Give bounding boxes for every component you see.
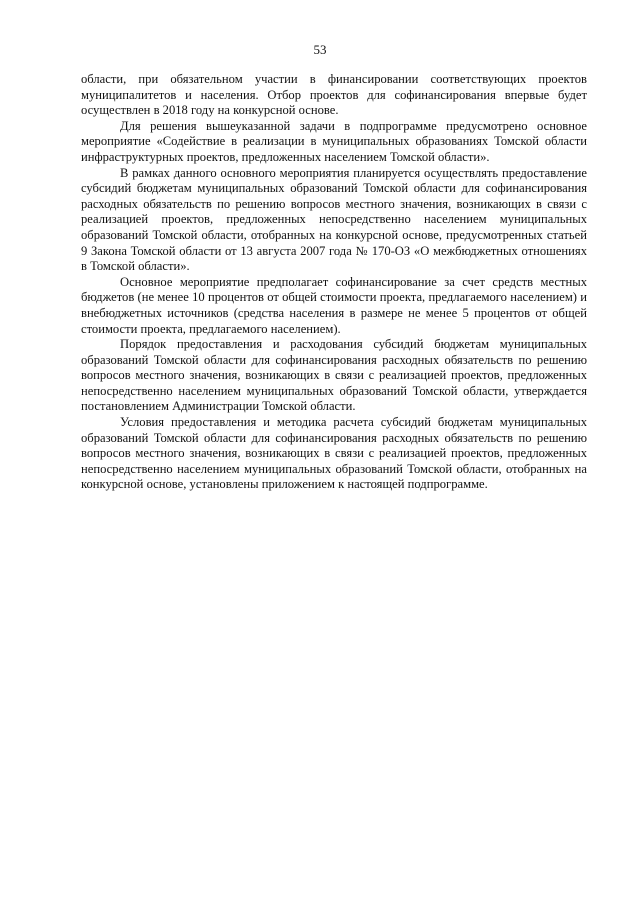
paragraph-continuation: области, при обязательном участии в финансировании соответствующих проектов муниципалитетов и населения. Отбор проектов для софинансирования впервые будет осуществлен в 2018 году на конкурсной основе.: [81, 72, 587, 118]
paragraph-conditions: Условия предоставления и методика расчета субсидий бюджетам муниципальных образований Томской области для софинансирования расходных обязательств по решению вопросов местного значения, возникающих в связи с реализацией проектов, предложенных непосредственно населением муниципальных образований Томской области, отобранных на конкурсной основе, установлены приложением к настоящей подпрограмме.: [81, 415, 587, 492]
page-number: 53: [313, 42, 327, 57]
body-text: [81, 72, 587, 493]
paragraph-main-activity: Для решения вышеуказанной задачи в подпрограмме предусмотрено основное мероприятие «Содействие в реализации в муниципальных образованиях Томской области инфраструктурных проектов, предложенных населением Томской области».: [81, 118, 587, 164]
paragraph-cofinancing: Основное мероприятие предполагает софинансирование за счет средств местных бюджетов (не менее 10 процентов от общей стоимости проекта, предлагаемого населением) и внебюджетных источников (средства населения в размере не менее 5 процентов от общей стоимости проекта, предлагаемого населением).: [81, 274, 587, 336]
paragraph-procedure: Порядок предоставления и расходования субсидий бюджетам муниципальных образований Томской области для софинансирования расходных обязательств по решению вопросов местного значения, возникающих в связи с реализацией проектов, предложенных непосредственно населением муниципальных образований Томской области, утверждается постановлением Администрации Томской области.: [81, 337, 587, 414]
paragraph-subsidies: В рамках данного основного мероприятия планируется осуществлять предоставление субсидий бюджетам муниципальных образований Томской области для софинансирования расходных обязательств по решению вопросов местного значения, возникающих в связи с реализацией проектов, предложенных непосредственно населением муниципальных образований Томской области, отобранных на конкурсной основе, предусмотренных статьей 9 Закона Томской области от 13 августа 2007 года № 170-ОЗ «О межбюджетных отношениях в Томской области».: [81, 165, 587, 274]
